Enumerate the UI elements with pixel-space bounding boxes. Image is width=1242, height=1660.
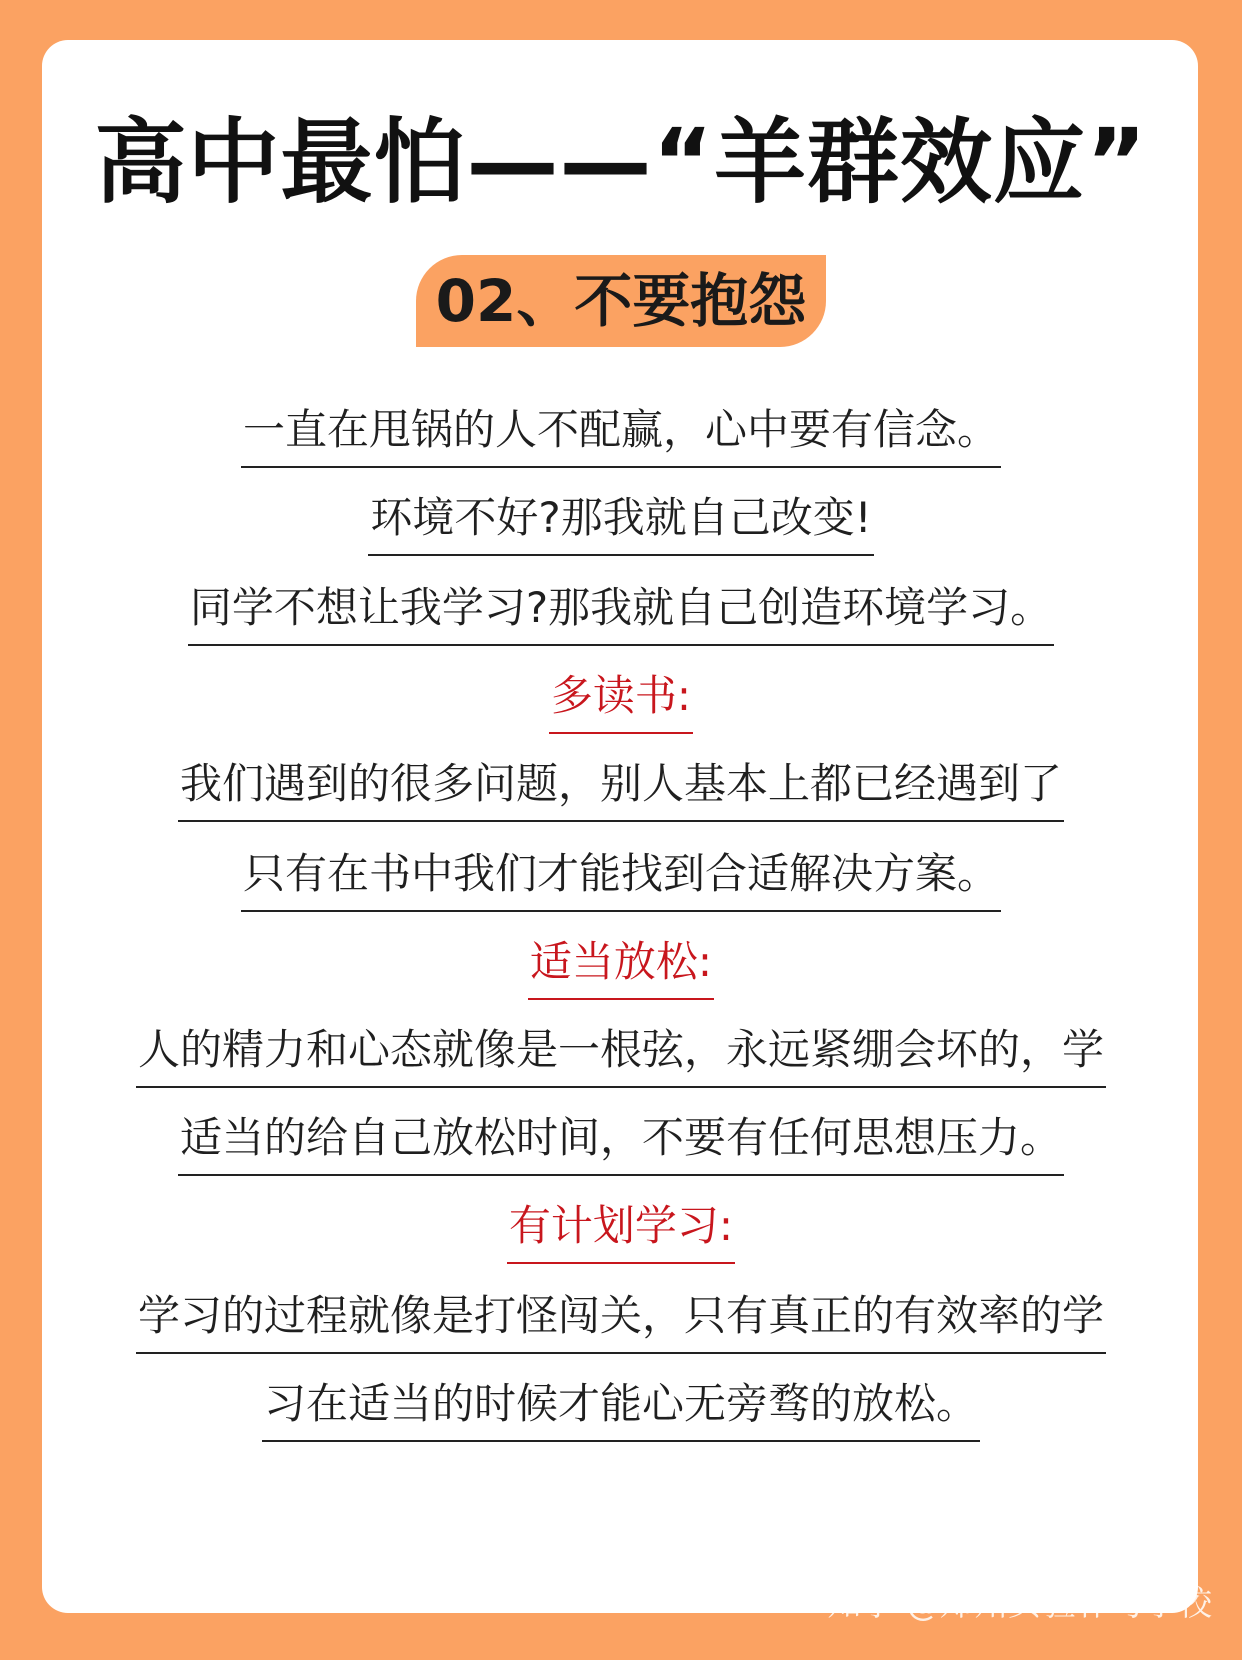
page-title: 高中最怕——“羊群效应” <box>94 109 1148 216</box>
section-heading-text: 适当放松: <box>528 926 714 1000</box>
text-line <box>0 394 1242 468</box>
text-line <box>0 1368 1242 1442</box>
section-heading <box>0 1190 1242 1264</box>
section-heading <box>0 660 1242 734</box>
text-line-content: 一直在甩锅的人不配赢，心中要有信念。 <box>241 394 1001 468</box>
text-line <box>0 482 1242 556</box>
text-line-content: 人的精力和心态就像是一根弦，永远紧绷会坏的，学 <box>136 1014 1106 1088</box>
text-line-content: 学习的过程就像是打怪闯关，只有真正的有效率的学 <box>136 1280 1106 1354</box>
text-line-content: 环境不好?那我就自己改变! <box>368 482 873 556</box>
text-line <box>0 838 1242 912</box>
text-line-content: 只有在书中我们才能找到合适解决方案。 <box>241 838 1001 912</box>
text-line-content: 我们遇到的很多问题，别人基本上都已经遇到了 <box>178 748 1064 822</box>
watermark: 知乎 @郑州实验补习学校 <box>827 1584 1212 1624</box>
text-line <box>0 1102 1242 1176</box>
text-line-content: 习在适当的时候才能心无旁骛的放松。 <box>262 1368 980 1442</box>
text-line <box>0 572 1242 646</box>
text-line-content: 同学不想让我学习?那我就自己创造环境学习。 <box>188 572 1054 646</box>
subtitle: 02、不要抱怨 <box>416 255 827 347</box>
text-line <box>0 1014 1242 1088</box>
text-line <box>0 1280 1242 1354</box>
section-heading <box>0 926 1242 1000</box>
subtitle-banner <box>0 255 1242 347</box>
text-line <box>0 748 1242 822</box>
section-heading-text: 有计划学习: <box>507 1190 735 1264</box>
text-line-content: 适当的给自己放松时间，不要有任何思想压力。 <box>178 1102 1064 1176</box>
section-heading-text: 多读书: <box>549 660 693 734</box>
